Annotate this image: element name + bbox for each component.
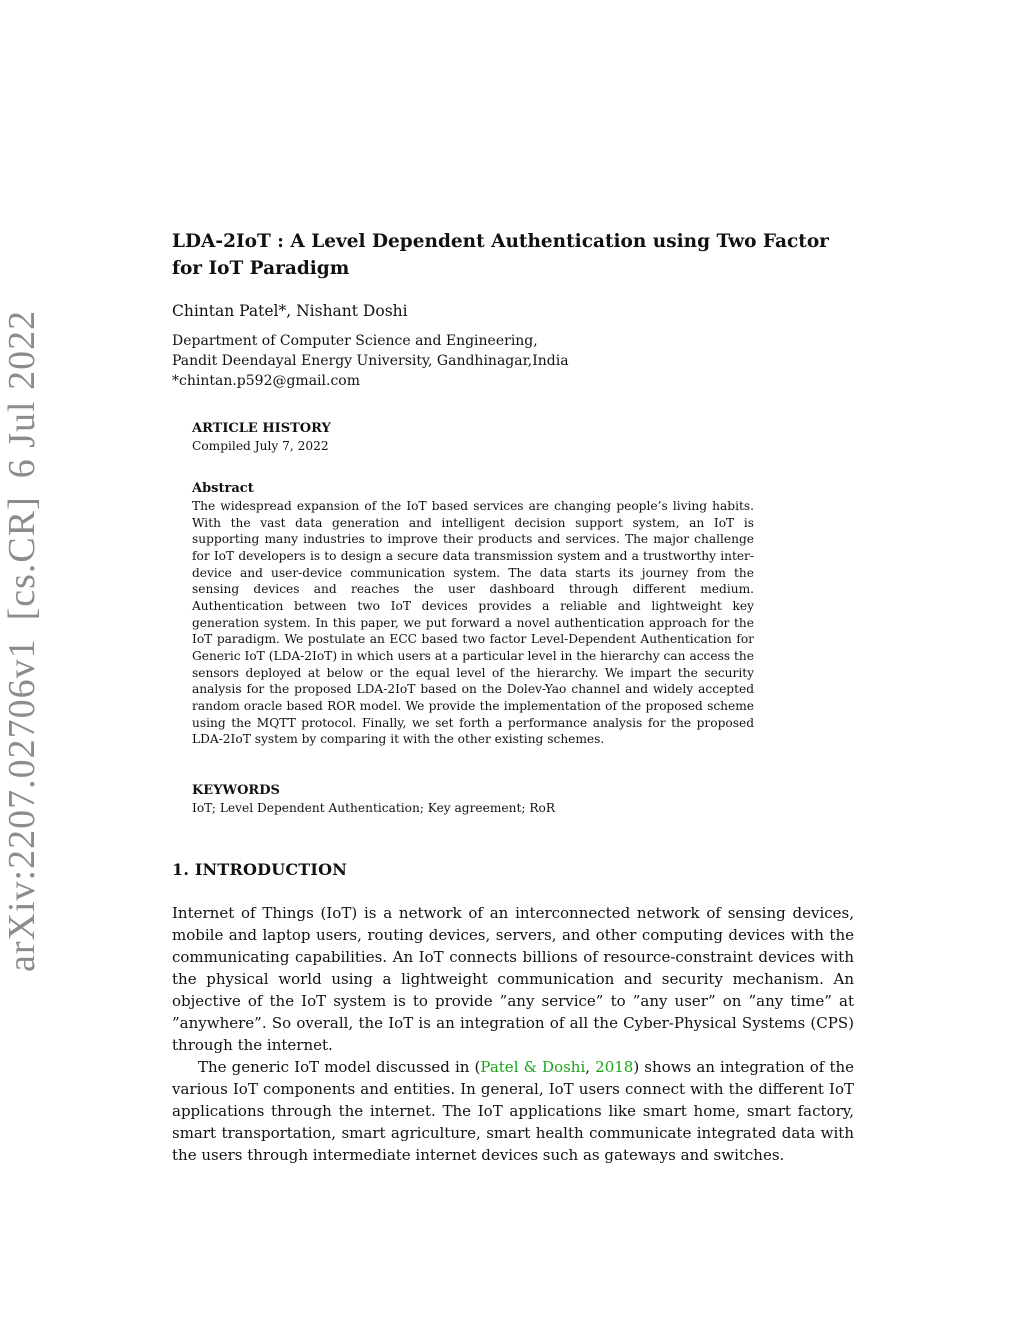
contact-email[interactable]: *chintan.p592@gmail.com	[172, 373, 361, 389]
author-list: Chintan Patel*, Nishant Doshi	[172, 302, 408, 320]
arxiv-date: 6 Jul 2022	[1, 309, 43, 479]
introduction-heading: 1. INTRODUCTION	[172, 860, 348, 879]
introduction-body	[172, 902, 854, 1166]
paper-title: LDA-2IoT : A Level Dependent Authentication using Two Factor for IoT Paradigm	[172, 231, 829, 279]
introduction-paragraph-1: Internet of Things (IoT) is a network of an interconnected network of sensing devices, mobile and laptop users, routing devices, servers, and other computing devices with the communicating capabilities. An IoT connects billions of resource-constraint devices with the physical world using a lightweight communication and security mechanism. An objective of the IoT system is to provide ”any service” to ”any user” on ”any time” at ”anywhere”. So overall, the IoT is an integration of all the Cyber-Physical Systems (CPS) through the internet.	[172, 904, 854, 1054]
keywords-section	[192, 782, 754, 817]
citation-year-link[interactable]: 2018	[595, 1058, 634, 1076]
citation-separator: ,	[585, 1058, 596, 1076]
introduction-paragraph-2	[172, 1056, 854, 1166]
affiliation-university: Pandit Deendayal Energy University, Gandhinagar,India	[172, 353, 569, 369]
arxiv-id: arXiv:2207.02706v1	[1, 638, 43, 972]
article-history-heading: ARTICLE HISTORY	[192, 421, 331, 436]
abstract-section	[192, 480, 754, 748]
arxiv-category: [cs.CR]	[1, 496, 43, 621]
abstract-text: The widespread expansion of the IoT based services are changing people’s living habits. With the vast data generation and intelligent decision support system, an IoT is supporting many industries to improve their products and services. The major challenge for IoT developers is to design a secure data transmission system and a trustworthy inter-device and user-device communication system. The data starts its journey from the sensing devices and reaches the user dashboard through different medium. Authentication between two IoT devices provides a reliable and lightweight key generation system. In this paper, we put forward a novel authentication approach for the IoT paradigm. We postulate an ECC based two factor Level-Dependent Authentication for Generic IoT (LDA-2IoT) in which users at a particular level in the hierarchy can access the sensors deployed at below or the equal level of the hierarchy. We impart the security analysis for the proposed LDA-2IoT based on the Dolev-Yao channel and widely accepted random oracle based ROR model. We provide the implementation of the proposed scheme using the MQTT protocol. Finally, we set forth a performance analysis for the proposed LDA-2IoT system by comparing it with the other existing schemes.	[192, 499, 754, 747]
affiliation-department: Department of Computer Science and Engineering,	[172, 333, 538, 349]
citation-authors-link[interactable]: Patel & Doshi	[480, 1058, 586, 1076]
keywords-text: IoT; Level Dependent Authentication; Key agreement; RoR	[192, 801, 556, 815]
abstract-heading: Abstract	[192, 481, 254, 496]
compiled-date: Compiled July 7, 2022	[192, 439, 329, 453]
paragraph-text: The generic IoT model discussed in (	[198, 1058, 481, 1076]
arxiv-identifier-stamp	[0, 309, 46, 972]
keywords-heading: KEYWORDS	[192, 783, 280, 798]
article-history	[192, 420, 754, 455]
affiliation	[172, 331, 569, 391]
paragraph-text: ) shows an integration of the various IoT components and entities. In general, IoT users connect with the different IoT applications through the internet. The IoT applications like smart home, smart factory, smart transportation, smart agriculture, smart health communicate integrated data with the users through intermediate internet devices such as gateways and switches.	[172, 1058, 855, 1164]
